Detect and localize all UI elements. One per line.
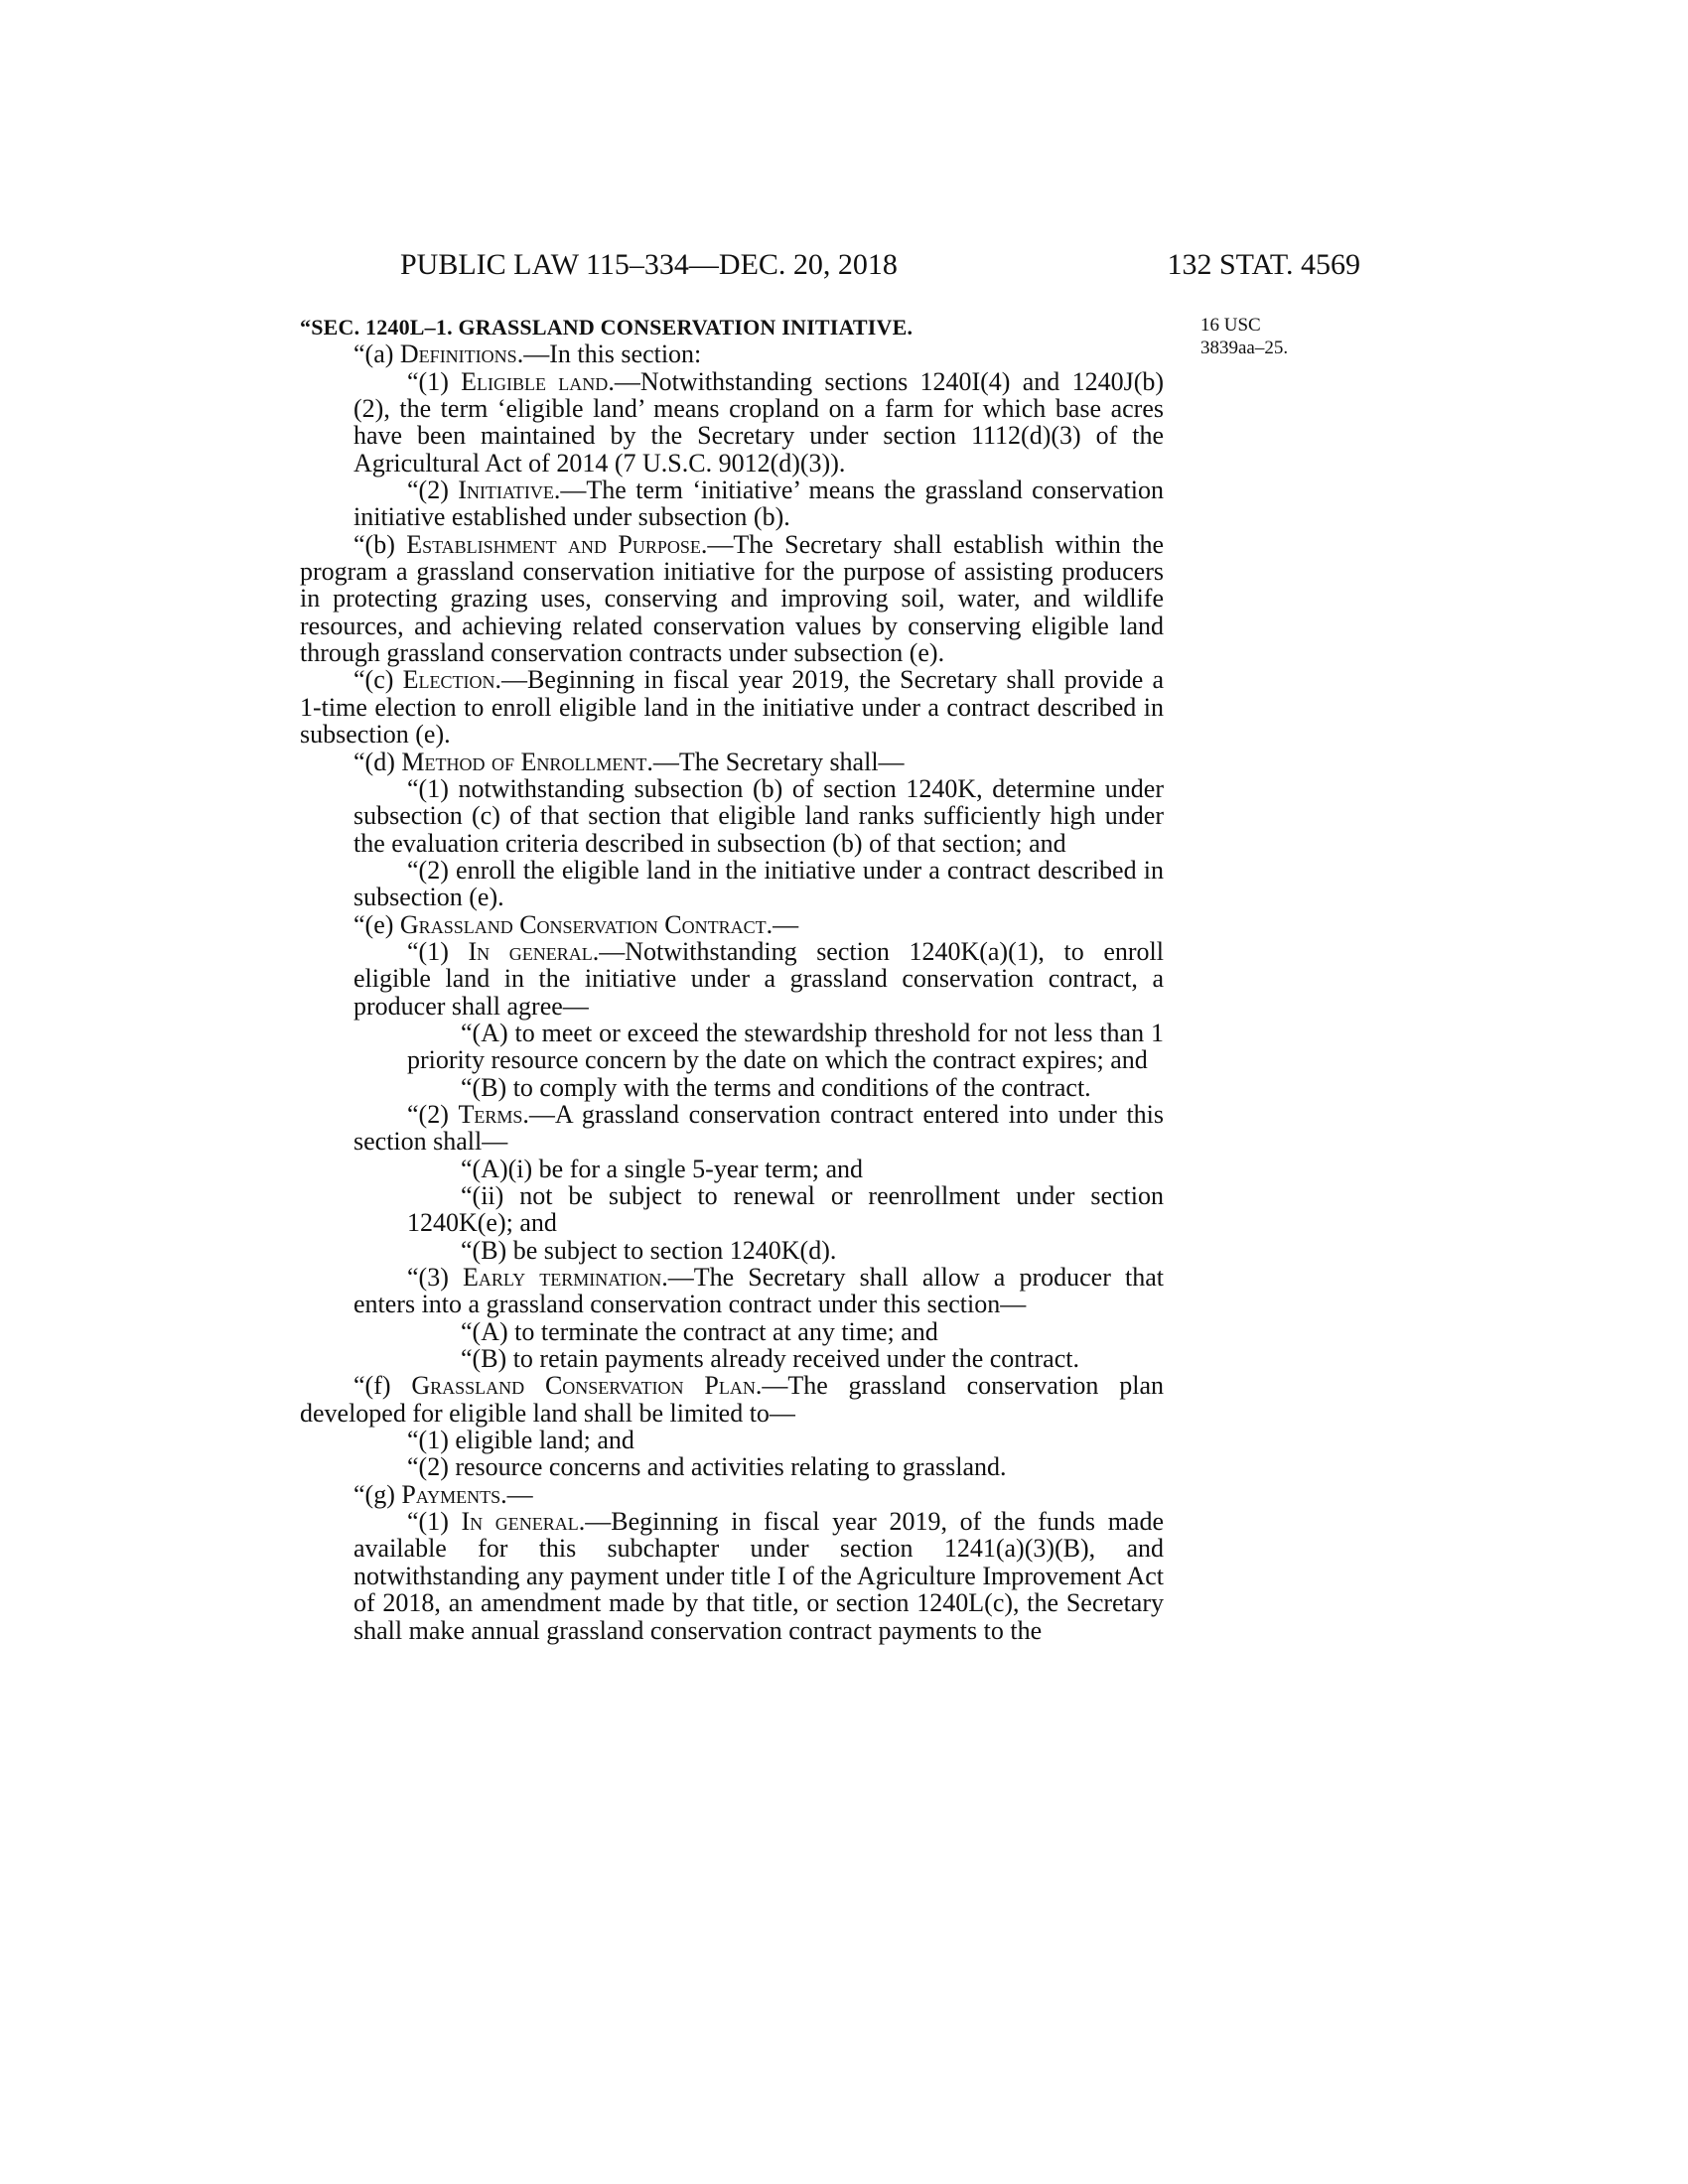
- paragraph-heading: In general: [468, 936, 593, 966]
- paragraph-text: .—: [500, 1479, 533, 1509]
- paragraph-text: .—The term ‘initiative’ means the grassland conservation initiative established under subsection (b).: [353, 476, 1165, 532]
- paragraph-designation: “(g): [353, 1479, 402, 1509]
- page-header: [298, 248, 1360, 288]
- margin-citation-line-2: 3839aa–25.: [1200, 338, 1289, 358]
- paragraph-text: .—Notwithstanding section 1240K(a)(1), to enroll eligible land in the initiative under a grassland conservation contract, a producer shall agree—: [353, 936, 1165, 1021]
- paragraph-text: “(2) resource concerns and activities relating to grassland.: [407, 1452, 1007, 1482]
- paragraph-heading: Definitions: [399, 340, 517, 369]
- paragraph-heading: Terms: [458, 1099, 523, 1129]
- statute-page-number: 132 STAT. 4569: [1167, 248, 1360, 281]
- paragraph-heading: In general: [461, 1507, 579, 1537]
- paragraph: [300, 1156, 1164, 1182]
- paragraph-designation: “(1): [407, 1507, 462, 1537]
- paragraph-heading: Early termination: [463, 1263, 662, 1293]
- margin-citation-line-1: 16 USC: [1200, 315, 1261, 336]
- paragraph: [300, 1508, 1164, 1644]
- paragraph-text: “(1) eligible land; and: [407, 1426, 634, 1455]
- paragraph: [300, 368, 1164, 477]
- paragraph-list: [300, 341, 1164, 1644]
- running-head: PUBLIC LAW 115–334—DEC. 20, 2018: [400, 248, 898, 281]
- paragraph: [300, 1237, 1164, 1264]
- paragraph: [300, 1101, 1164, 1156]
- paragraph-designation: “(1): [407, 366, 462, 396]
- paragraph: [300, 1318, 1164, 1345]
- paragraph-designation: “(e): [353, 909, 400, 939]
- margin-citation: [1200, 314, 1288, 359]
- paragraph-heading: Grassland Conservation Contract: [399, 909, 767, 939]
- paragraph: [300, 775, 1164, 857]
- paragraph: [300, 1074, 1164, 1101]
- paragraph-heading: Payments: [401, 1479, 501, 1509]
- paragraph: [300, 666, 1164, 748]
- paragraph-text: .—Beginning in fiscal year 2019, the Secretary shall provide a 1-time election to enroll eligible land in the initiative under a contract described in subsection (e).: [300, 665, 1164, 750]
- paragraph-text: “(B) be subject to section 1240K(d).: [461, 1235, 837, 1265]
- paragraph: [300, 477, 1164, 531]
- paragraph: [300, 1264, 1164, 1318]
- paragraph-designation: “(a): [353, 340, 400, 369]
- paragraph-designation: “(f): [353, 1371, 412, 1401]
- paragraph: [300, 857, 1164, 911]
- paragraph: [300, 1427, 1164, 1453]
- section-title: “SEC. 1240L–1. GRASSLAND CONSERVATION INITIATIVE.: [300, 315, 914, 340]
- paragraph-designation: “(3): [407, 1263, 464, 1293]
- paragraph-text: “(ii) not be subject to renewal or reenrollment under section 1240K(e); and: [407, 1181, 1164, 1238]
- paragraph: [300, 911, 1164, 938]
- paragraph: [300, 1372, 1164, 1427]
- paragraph-designation: “(2): [407, 476, 459, 505]
- paragraph-text: .—The Secretary shall allow a producer that enters into a grassland conservation contract under this section—: [353, 1263, 1164, 1319]
- paragraph-text: .—The Secretary shall establish within the program a grassland conservation initiative for the purpose of assisting producers in protecting grazing uses, conserving and improving soil, water, and wildlife resources, and achieving related conservation values by conserving eligible land through grassland conservation contracts under subsection (e).: [300, 529, 1165, 668]
- paragraph-heading: Method of Enrollment: [401, 747, 647, 776]
- paragraph: [300, 749, 1164, 775]
- paragraph-text: .—In this section:: [516, 340, 702, 369]
- paragraph-text: “(B) to comply with the terms and conditions of the contract.: [461, 1072, 1091, 1102]
- paragraph-designation: “(1): [407, 936, 469, 966]
- paragraph-heading: Eligible land: [461, 366, 609, 396]
- paragraph-heading: Establishment and Purpose: [406, 529, 701, 559]
- paragraph-text: “(1) notwithstanding subsection (b) of section 1240K, determine under subsection (c) of that section that eligible land ranks sufficiently high under the evaluation criteria described in subsection (b) of that section; and: [353, 773, 1164, 858]
- paragraph-text: .—The grassland conservation plan developed for eligible land shall be limited to—: [300, 1371, 1165, 1428]
- paragraph: [300, 1453, 1164, 1480]
- paragraph-text: .—: [766, 909, 799, 939]
- paragraph-text: “(A) to meet or exceed the stewardship threshold for not less than 1 priority resource concern by the date on which the contract expires; and: [407, 1018, 1164, 1075]
- paragraph: [300, 341, 1164, 367]
- paragraph-text: “(2) enroll the eligible land in the initiative under a contract described in subsection (e).: [353, 855, 1164, 912]
- paragraph-text: .—The Secretary shall—: [646, 747, 905, 776]
- paragraph-heading: Election: [402, 665, 495, 695]
- paragraph-text: .—Beginning in fiscal year 2019, of the funds made available for this subchapter under section 1241(a)(3)(B), and notwithstanding any payment under title I of the Agriculture Improvement Act of 2018, an amendment made by that title, or section 1240L(c), the Secretary shall make annual grassland conservation contract payments to the: [353, 1507, 1164, 1645]
- paragraph-designation: “(2): [407, 1099, 459, 1129]
- document-body: [300, 314, 1164, 1644]
- paragraph-designation: “(d): [353, 747, 402, 776]
- paragraph: [300, 1182, 1164, 1237]
- paragraph: [300, 938, 1164, 1020]
- paragraph-heading: Grassland Conservation Plan: [411, 1371, 756, 1401]
- paragraph: [300, 1345, 1164, 1372]
- paragraph-text: “(B) to retain payments already received under the contract.: [461, 1344, 1079, 1374]
- paragraph-text: .—Notwithstanding sections 1240I(4) and 1240J(b)(2), the term ‘eligible land’ means cropland on a farm for which base acres have been maintained by the Secretary under section 1112(d)(3) of the Agricultural Act of 2014 (7 U.S.C. 9012(d)(3)).: [353, 366, 1165, 478]
- paragraph: [300, 1481, 1164, 1508]
- paragraph: [300, 1020, 1164, 1074]
- paragraph-text: “(A) to terminate the contract at any time; and: [461, 1316, 938, 1346]
- paragraph-text: .—A grassland conservation contract entered into under this section shall—: [353, 1099, 1165, 1157]
- paragraph-text: “(A)(i) be for a single 5-year term; and: [461, 1154, 863, 1183]
- paragraph-designation: “(c): [353, 665, 403, 695]
- paragraph-designation: “(b): [353, 529, 407, 559]
- paragraph-heading: Initiative: [458, 476, 554, 505]
- paragraph: [300, 531, 1164, 667]
